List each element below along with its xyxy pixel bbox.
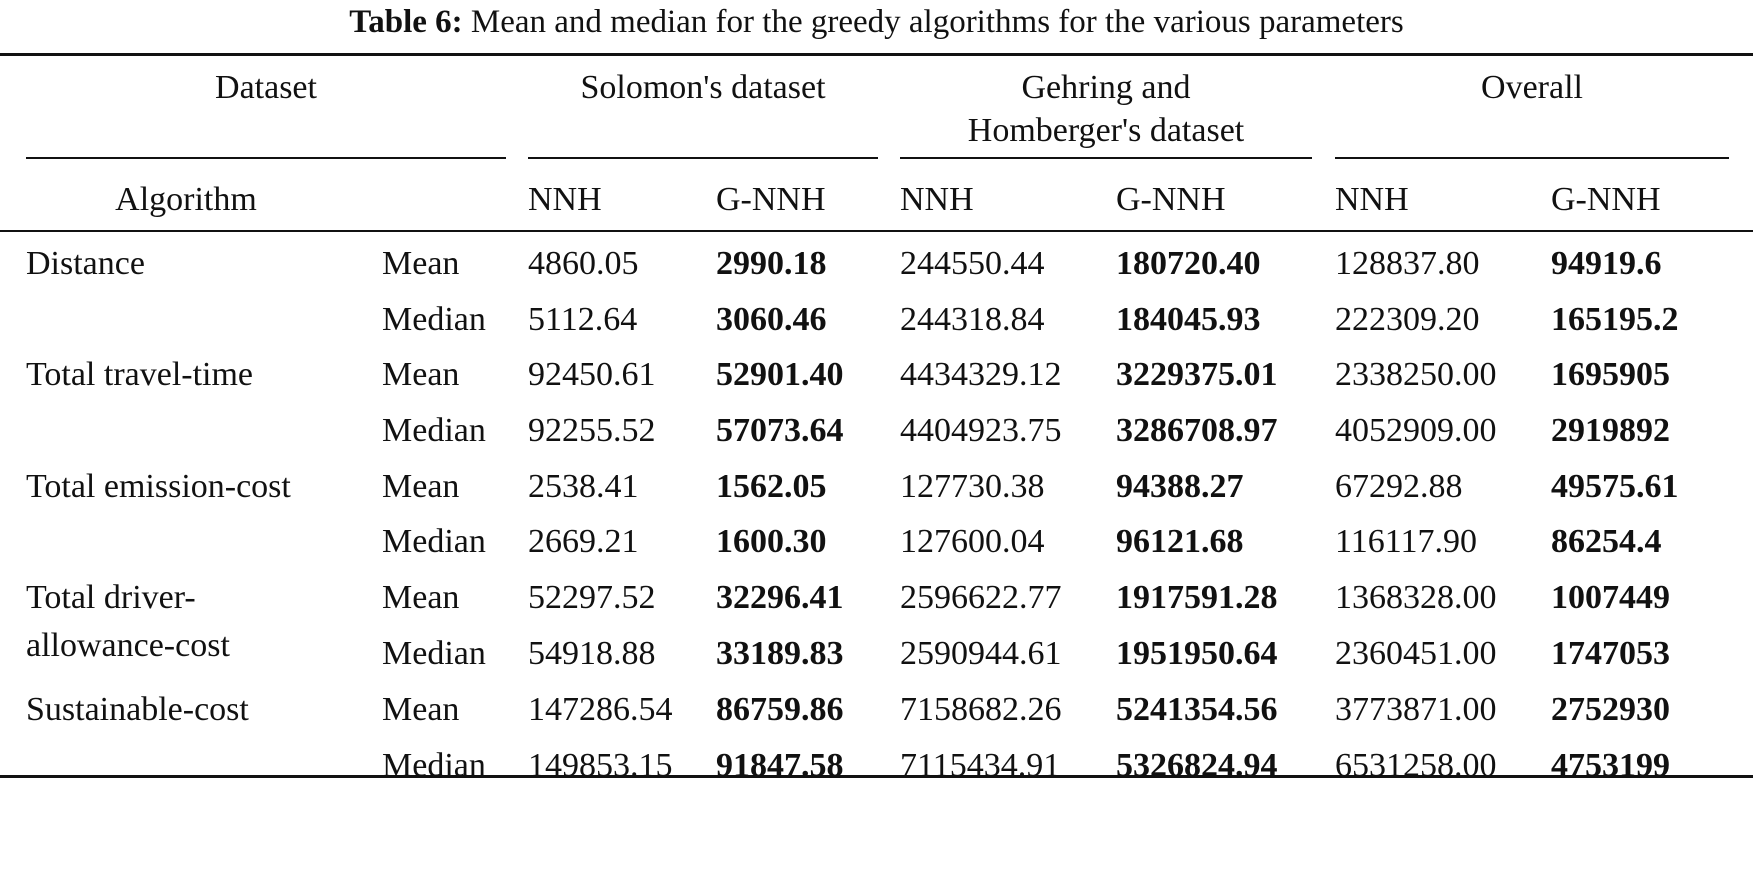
table-cell: 2338250.00	[1335, 356, 1497, 393]
header-algo-nnh: NNH	[528, 181, 602, 218]
stat-label: Mean	[382, 356, 460, 393]
param-label: Total travel-time	[26, 356, 254, 393]
param-label: Distance	[26, 245, 145, 282]
table-cell: 6531258.00	[1335, 747, 1497, 784]
table-cell: 127730.38	[900, 468, 1045, 505]
table-cell: 94388.27	[1116, 468, 1244, 505]
table-cell: 4052909.00	[1335, 412, 1497, 449]
table-cell: 1600.30	[716, 523, 827, 560]
table-cell: 2919892	[1551, 412, 1670, 449]
table-cell: 180720.40	[1116, 245, 1261, 282]
table-cell: 222309.20	[1335, 301, 1480, 338]
table-cell: 244318.84	[900, 301, 1045, 338]
table-cell: 1562.05	[716, 468, 827, 505]
table-cell: 92450.61	[528, 356, 656, 393]
table-cell: 244550.44	[900, 245, 1045, 282]
stat-label: Median	[382, 523, 486, 560]
top-rule	[0, 53, 1753, 56]
stat-label: Median	[382, 301, 486, 338]
header-bottom-rule	[0, 230, 1753, 232]
table-cell: 86254.4	[1551, 523, 1662, 560]
overall-underline	[1335, 157, 1729, 159]
table-cell: 3773871.00	[1335, 691, 1497, 728]
header-group-overall: Overall	[1481, 69, 1583, 106]
table-cell: 2360451.00	[1335, 635, 1497, 672]
header-algo-gnnh: G-NNH	[1116, 181, 1226, 218]
gehring-underline	[900, 157, 1312, 159]
stat-label: Mean	[382, 579, 460, 616]
stat-label: Mean	[382, 468, 460, 505]
table-cell: 2596622.77	[900, 579, 1062, 616]
table-cell: 91847.58	[716, 747, 844, 784]
header-algo-nnh: NNH	[900, 181, 974, 218]
caption-label: Table 6:	[349, 4, 463, 40]
table-cell: 3060.46	[716, 301, 827, 338]
stat-label: Median	[382, 747, 486, 784]
table-cell: 1368328.00	[1335, 579, 1497, 616]
stat-label: Median	[382, 412, 486, 449]
header-dataset: Dataset	[215, 69, 317, 106]
stat-label: Mean	[382, 691, 460, 728]
table-cell: 2669.21	[528, 523, 639, 560]
table-cell: 92255.52	[528, 412, 656, 449]
table-cell: 3286708.97	[1116, 412, 1278, 449]
caption-text: Mean and median for the greedy algorithms for the various parameters	[470, 4, 1404, 40]
table-cell: 2752930	[1551, 691, 1670, 728]
table-cell: 5112.64	[528, 301, 638, 338]
table-cell: 149853.15	[528, 747, 673, 784]
table-cell: 96121.68	[1116, 523, 1244, 560]
table-cell: 67292.88	[1335, 468, 1463, 505]
table-cell: 1951950.64	[1116, 635, 1278, 672]
header-group-gehring-line1: Gehring and	[1021, 69, 1191, 106]
table-cell: 4753199	[1551, 747, 1670, 784]
param-label: Total emission-cost	[26, 468, 291, 505]
table-cell: 127600.04	[900, 523, 1045, 560]
table-cell: 33189.83	[716, 635, 844, 672]
table-cell: 128837.80	[1335, 245, 1480, 282]
table-cell: 2990.18	[716, 245, 827, 282]
table-cell: 1917591.28	[1116, 579, 1278, 616]
table-cell: 165195.2	[1551, 301, 1679, 338]
table-cell: 2590944.61	[900, 635, 1062, 672]
param-label: Sustainable-cost	[26, 691, 249, 728]
table-cell: 4434329.12	[900, 356, 1062, 393]
table-cell: 116117.90	[1335, 523, 1477, 560]
table-cell: 5241354.56	[1116, 691, 1278, 728]
table-cell: 52297.52	[528, 579, 656, 616]
solomon-underline	[528, 157, 878, 159]
table-cell: 1695905	[1551, 356, 1670, 393]
table-caption	[0, 2, 1753, 42]
table-cell: 52901.40	[716, 356, 844, 393]
table-cell: 184045.93	[1116, 301, 1261, 338]
dataset-underline	[26, 157, 506, 159]
table-cell: 7115434.91	[900, 747, 1061, 784]
stat-label: Median	[382, 635, 486, 672]
table-cell: 86759.86	[716, 691, 844, 728]
param-label-line1: Total driver-	[26, 579, 196, 616]
table-cell: 4404923.75	[900, 412, 1062, 449]
table-cell: 4860.05	[528, 245, 639, 282]
table-cell: 7158682.26	[900, 691, 1062, 728]
table-cell: 3229375.01	[1116, 356, 1278, 393]
table-cell: 147286.54	[528, 691, 673, 728]
table-cell: 32296.41	[716, 579, 844, 616]
header-algo-gnnh: G-NNH	[716, 181, 826, 218]
table-cell: 2538.41	[528, 468, 639, 505]
stat-label: Mean	[382, 245, 460, 282]
header-algo-nnh: NNH	[1335, 181, 1409, 218]
header-group-solomon: Solomon's dataset	[580, 69, 826, 106]
table-cell: 54918.88	[528, 635, 656, 672]
param-label-line2: allowance-cost	[26, 627, 230, 664]
header-group-gehring-line2: Homberger's dataset	[967, 112, 1245, 149]
table-cell: 94919.6	[1551, 245, 1662, 282]
table-cell: 5326824.94	[1116, 747, 1278, 784]
table-cell: 49575.61	[1551, 468, 1679, 505]
table-cell: 57073.64	[716, 412, 844, 449]
table-cell: 1007449	[1551, 579, 1670, 616]
header-algorithm: Algorithm	[115, 181, 257, 218]
header-algo-gnnh: G-NNH	[1551, 181, 1661, 218]
table-cell: 1747053	[1551, 635, 1670, 672]
